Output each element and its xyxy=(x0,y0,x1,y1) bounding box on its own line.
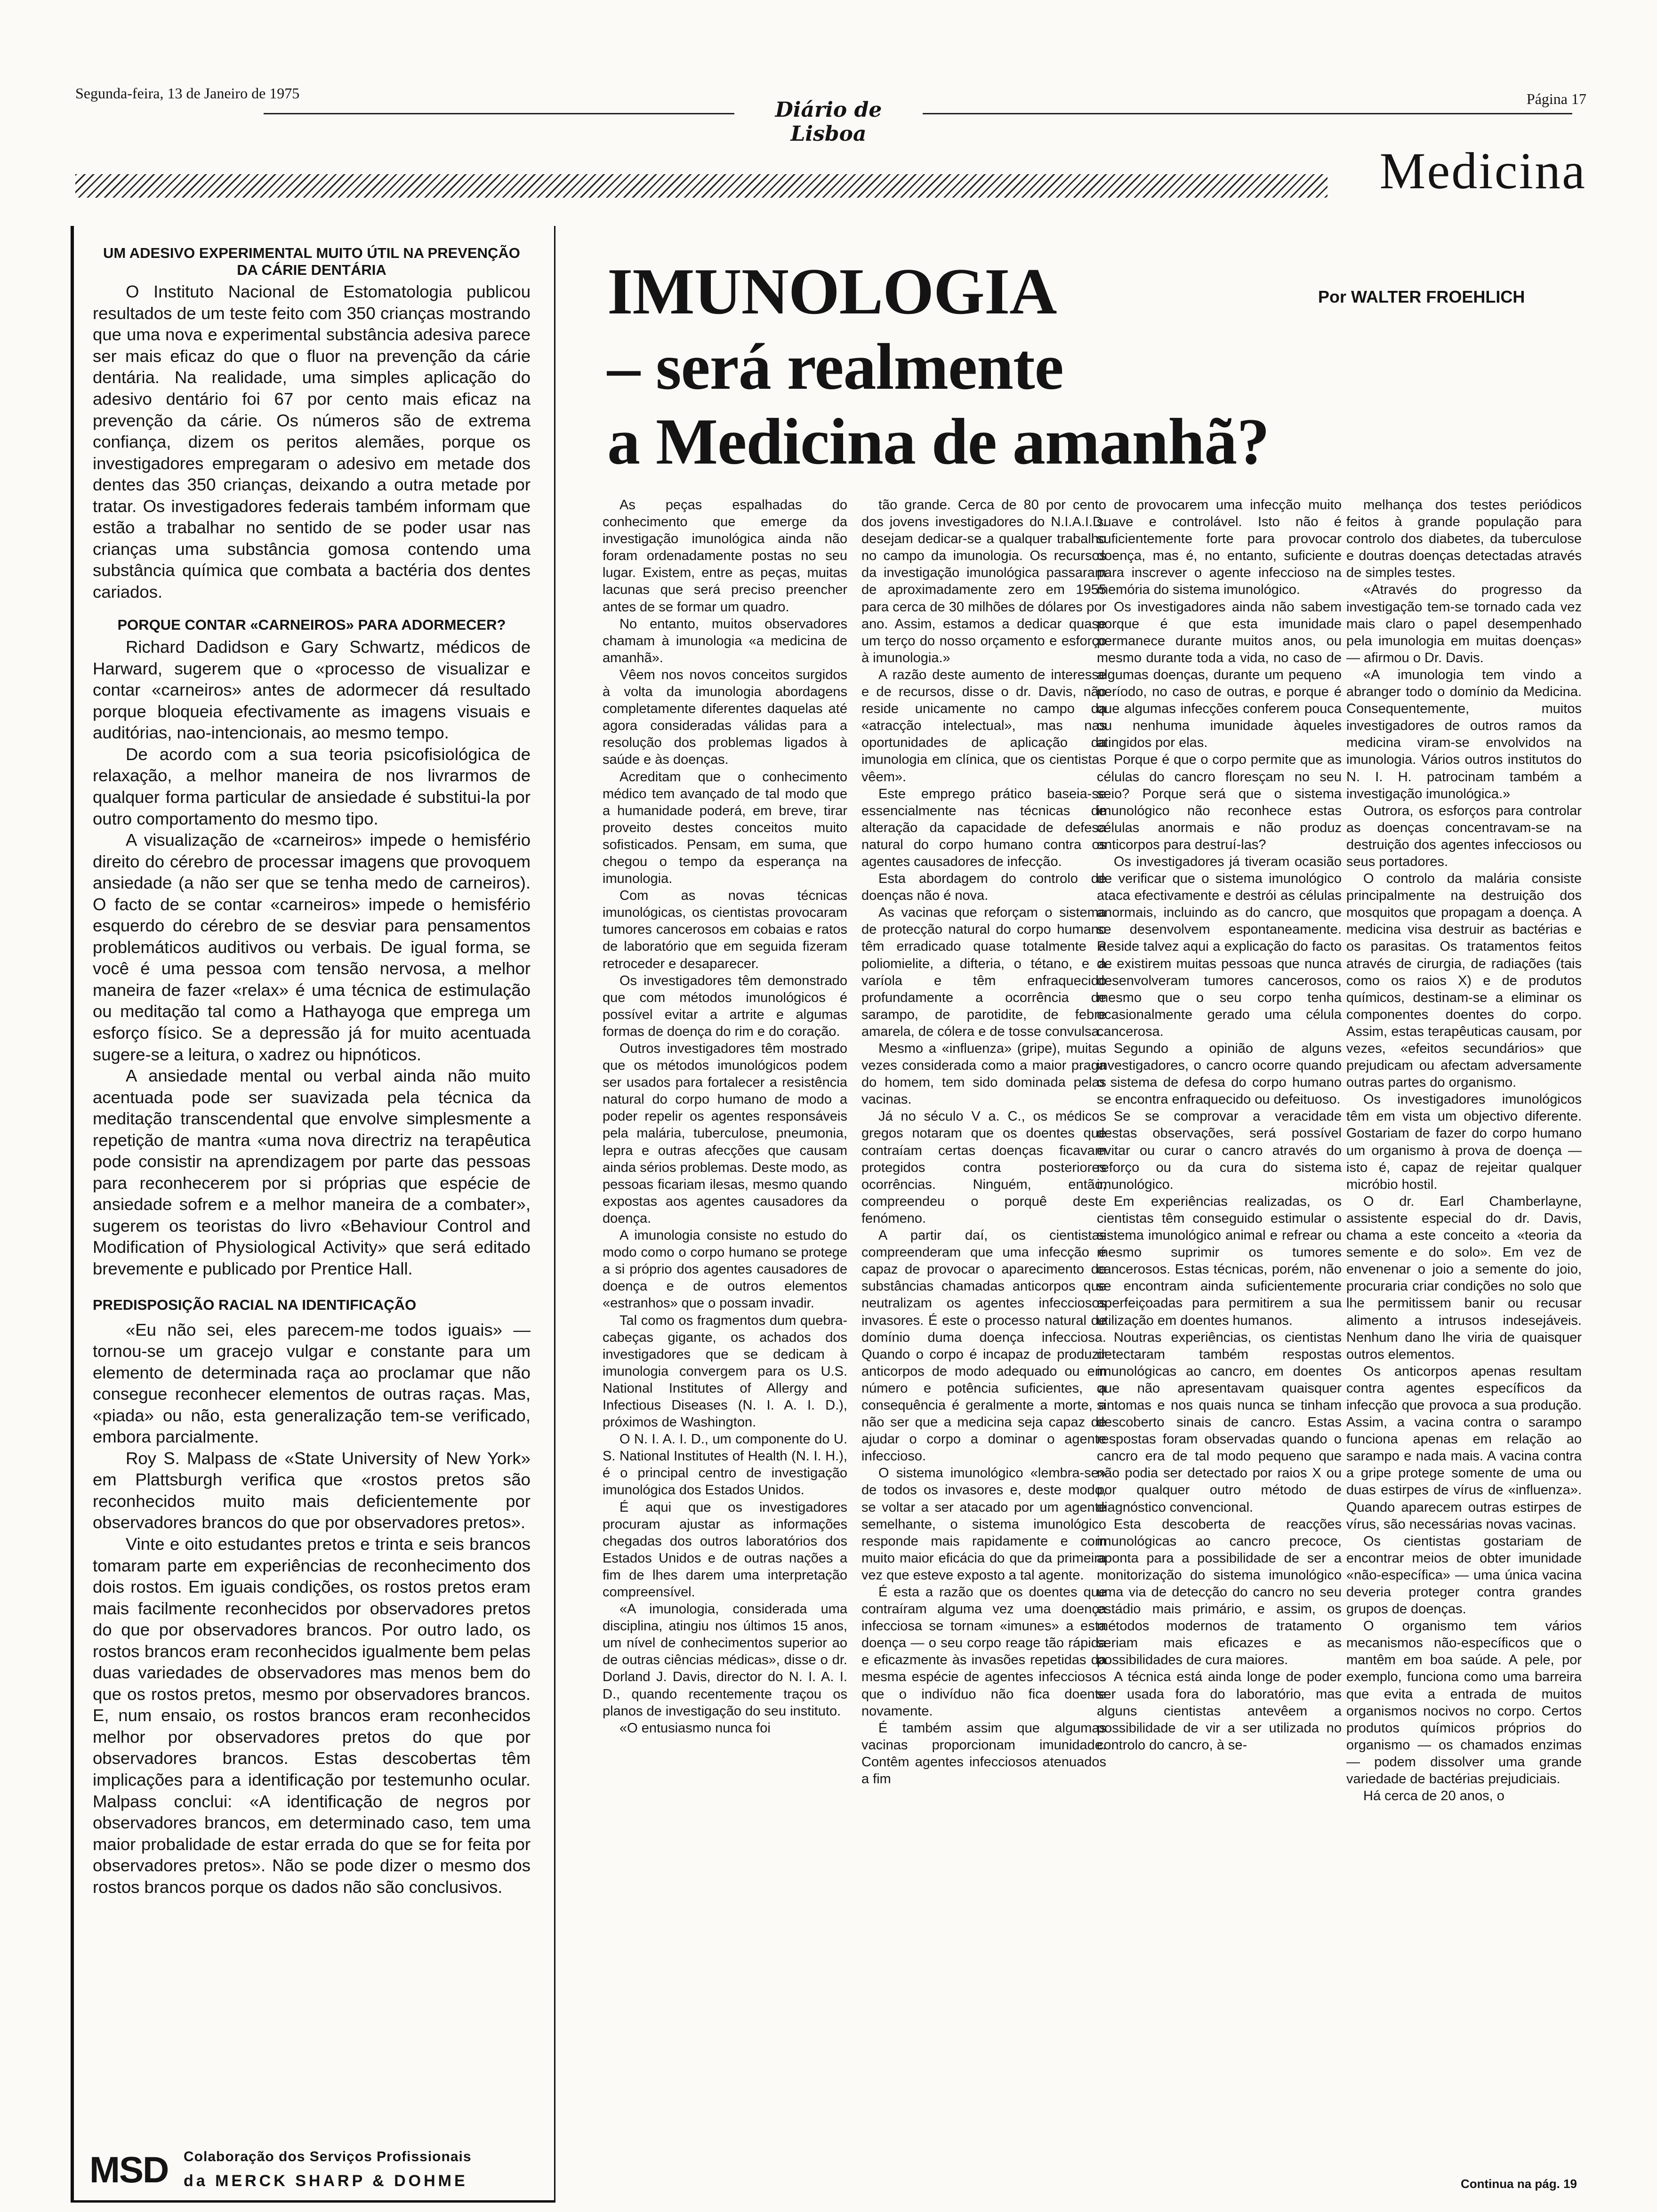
article-paragraph: As peças espalhadas do conhecimento que emerge da investigação imunológica ainda não foram ordenadamente postas no seu lugar. Existem, entre as peças, muitas lacunas que será preciso preencher antes de se formar um quadro. xyxy=(603,497,847,615)
article-paragraph: «Através do progresso da investigação tem-se tornado cada vez mais claro o papel desempenhado pela imunologia em muitas doenças» — afirmou o Dr. Davis. xyxy=(1346,582,1582,665)
article-paragraph: Os cientistas gostariam de encontrar meios de obter imunidade «não-específica» — uma única vacina deveria proteger contra grandes grupos de doenças. xyxy=(1346,1533,1582,1617)
article-paragraph: Os investigadores ainda não sabem porque é que esta imunidade permanece durante muitos anos, ou mesmo durante toda a vida, no caso de algumas doenças, durante um pequeno período, no caso de outras, e porque é que algumas infecções conferem pouca ou nenhuma imunidade àqueles atingidos por elas. xyxy=(1097,599,1342,751)
article-paragraph: Vêem nos novos conceitos surgidos à volta da imunologia abordagens completamente diferentes daquelas até agora consideradas válidas para a resolução dos problemas ligados à saúde e às doenças. xyxy=(603,667,847,768)
article-paragraph: de provocarem uma infecção muito suave e controlável. Isto não é suficientemente forte para provocar doença, mas é, no entanto, suficiente para inscrever o agente infeccioso na memória do sistema imunológico. xyxy=(1097,497,1342,598)
sidebar-paragraph: De acordo com a sua teoria psicofisiológica de relaxação, a melhor maneira de nos livrarmos de qualquer forma particular de ansiedade é substitui-la por outro comportamento do mesmo tipo. xyxy=(93,744,531,828)
article-paragraph: Se se comprovar a veracidade destas observações, será possível evitar ou curar o cancro através do reforço ou da cura do sistema imunológico. xyxy=(1097,1109,1342,1192)
article-paragraph: Segundo a opinião de alguns investigadores, o cancro ocorre quando o sistema de defesa do corpo humano se encontra enfraquecido ou defeituoso. xyxy=(1097,1041,1342,1107)
section-title: Medicina xyxy=(1379,142,1586,200)
article-paragraph: «A imunologia, considerada uma disciplina, atingiu nos últimos 15 anos, um nível de conhecimentos superior ao de outras ciências médicas», disse o dr. Dorland J. Davis, director do N. I. A. I. D., quando recentemente traçou os planos de investigação do seu instituto. xyxy=(603,1602,847,1719)
article-paragraph: O sistema imunológico «lembra-se» de todos os invasores e, deste modo, se voltar a ser atacado por um agente semelhante, o sistema imunológico responde mais rapidamente e com muito maior eficácia do que da primeira vez que esteve exposto a tal agente. xyxy=(861,1466,1106,1583)
sidebar-paragraph: A visualização de «carneiros» impede o hemisfério direito do cérebro de processar imagens que provoquem ansiedade (a não ser que se tenha medo de carneiros). O facto de se contar «carneiros» impede o hemisfério esquerdo do cérebro de se desviar para pensamentos problemáticos auditivos ou verbais. De igual forma, se você é uma pessoa com tensão nervosa, a melhor maneira de fazer «relax» é uma técnica de estimulação ou meditação tal como a Hathayoga que emprega um esforço físico. Se a depressão já for muito acentuada sugere-se a leitura, o xadrez ou hipnóticos. xyxy=(93,830,531,1064)
newspaper-name: Diário de Lisboa xyxy=(734,98,923,146)
article-paragraph: Acreditam que o conhecimento médico tem avançado de tal modo que a humanidade poderá, em breve, tirar proveito destes conceitos muito sofisticados. Pensam, em suma, que chegou o tempo da esperança na imunologia. xyxy=(603,769,847,887)
article-column-1 xyxy=(603,497,847,1737)
article-paragraph: Noutras experiências, os cientistas detectaram também respostas imunológicas ao cancro, em doentes que não apresentavam quaisquer sintomas e nos quais nunca se tinham descoberto sinais de cancro. Estas respostas foram observadas quando o cancro era de tal modo pequeno que não podia ser detectado por raios X ou por qualquer outro método de diagnóstico convencional. xyxy=(1097,1330,1342,1515)
article-paragraph: Já no século V a. C., os médicos gregos notaram que os doentes que contraíam certas doenças ficavam protegidos contra posteriores ocorrências. Ninguém, então, compreendeu o porquê deste fenómeno. xyxy=(861,1109,1106,1226)
article-paragraph: Os investigadores já tiveram ocasião de verificar que o sistema imunológico ataca efectivamente e destrói as células anormais, incluindo as do cancro, que se desenvolvem espontaneamente. Reside talvez aqui a explicação do facto de existirem muitas pessoas que nunca desenvolveram tumores cancerosos, mesmo que o seu corpo tenha ocasionalmente gerado uma célula cancerosa. xyxy=(1097,854,1342,1039)
article-column-2 xyxy=(861,497,1106,1787)
article-paragraph: A técnica está ainda longe de poder ser usada fora do laboratório, mas alguns cientistas antevêem a possibilidade de vir a ser utilizada no controlo do cancro, à se- xyxy=(1097,1669,1342,1753)
sidebar-headline-adhesive: UM ADESIVO EXPERIMENTAL MUITO ÚTIL NA PREVENÇÃO DA CÁRIE DENTÁRIA xyxy=(103,245,520,278)
sidebar-column xyxy=(71,226,555,2203)
sidebar-headline-sheep: PORQUE CONTAR «CARNEIROS» PARA ADORMECER? xyxy=(117,617,506,633)
sidebar-headline-racial: PREDISPOSIÇÃO RACIAL NA IDENTIFICAÇÃO xyxy=(93,1296,417,1313)
article-paragraph: É esta a razão que os doentes que contraíram alguma vez uma doença infecciosa se tornam «imunes» a esta doença — o seu corpo reage tão rápida e eficazmente às invasões repetidas da mesma espécie de agentes infecciosos que o indivíduo não fica doente novamente. xyxy=(861,1585,1106,1719)
article-paragraph: «A imunologia tem vindo a abranger todo o domínio da Medicina. Consequentemente, muitos investigadores de outros ramos da medicina viram-se envolvidos na imunologia. Vários outros institutos do N. I. H. patrocinam também a investigação imunológica.» xyxy=(1346,667,1582,801)
section-stripe xyxy=(75,174,1327,198)
article-paragraph: Os anticorpos apenas resultam contra agentes específicos da infecção que provoca a sua produção. Assim, a vacina contra o sarampo funciona apenas em relação ao sarampo e nada mais. A vacina contra a gripe protege somente de uma ou duas estirpes de vírus de «influenza». Quando aparecem outras estirpes de vírus, são necessárias novas vacinas. xyxy=(1346,1363,1582,1532)
article-headline xyxy=(607,254,1313,480)
issue-date: Segunda-feira, 13 de Janeiro de 1975 xyxy=(75,85,300,102)
page-number: Página 17 xyxy=(1522,90,1586,108)
sidebar-paragraph: Roy S. Malpass de «State University of New York» em Plattsburgh verifica que «rostos pretos são reconhecidos muito mais deficientemente por observadores brancos do que por observadores pretos». xyxy=(93,1448,531,1532)
article-paragraph: Mesmo a «influenza» (gripe), muitas vezes considerada como a maior praga do homem, tem sido dominada pelas vacinas. xyxy=(861,1041,1106,1107)
article-paragraph: O N. I. A. I. D., um componente do U. S. National Institutes of Health (N. I. H.), é o principal centro de investigação imunológica dos Estados Unidos. xyxy=(603,1432,847,1498)
article-paragraph: O dr. Earl Chamberlayne, assistente especial do dr. Davis, chama a este conceito a «teoria da semente e do solo». Em vez de envenenar o joio a semente do joio, procuraria criar condições no solo que lhe permitissem banir ou recusar alimento a intrusos indesejáveis. Nenhum dano lhe viria de quaisquer outros elementos. xyxy=(1346,1194,1582,1362)
article-paragraph: O organismo tem vários mecanismos não-específicos que o mantêm em boa saúde. A pele, por exemplo, funciona como uma barreira que evita a entrada de muitos organismos nocivos no corpo. Certos produtos químicos próprios do organismo — os chamados enzimas — podem dissolver uma grande variedade de bactérias prejudiciais. xyxy=(1346,1619,1582,1787)
article-paragraph: Os investigadores imunológicos têm em vista um objectivo diferente. Gostariam de fazer do corpo humano um organismo à prova de doença — isto é, capaz de rejeitar qualquer micróbio hostil. xyxy=(1346,1092,1582,1192)
article-paragraph: Há cerca de 20 anos, o xyxy=(1363,1788,1504,1804)
article-paragraph: A partir daí, os cientistas compreenderam que uma infecção é capaz de provocar o aparecimento de substâncias chamadas anticorpos que neutralizam os agentes infecciosos invasores. É este o processo natural de domínio duma doença infecciosa. Quando o corpo é incapaz de produzir anticorpos de modo adequado ou em número e potência suficientes, a consequência é geralmente a morte, a não ser que a medicina seja capaz de ajudar o corpo a dominar o agente infeccioso. xyxy=(861,1228,1106,1464)
sponsor-line-2: da MERCK SHARP & DOHME xyxy=(184,2172,468,2190)
article-paragraph: Este emprego prático baseia-se essencialmente nas técnicas de alteração da capacidade de defesa natural do corpo humano contra os agentes causadores de infecção. xyxy=(861,786,1106,869)
article-paragraph: No entanto, muitos observadores chamam à imunologia «a medicina de amanhã». xyxy=(603,616,847,665)
article-paragraph: «O entusiasmo nunca foi xyxy=(619,1720,771,1736)
headline-line: – será realmente xyxy=(607,330,1063,403)
article-paragraph: É também assim que algumas vacinas proporcionam imunidade. Contêm agentes infecciosos atenuados a fim xyxy=(861,1720,1106,1787)
article-column-3 xyxy=(1097,497,1342,1754)
article-paragraph: As vacinas que reforçam o sistema de protecção natural do corpo humano têm erradicado quase totalmente a poliomielite, a difteria, o tétano, e a varíola e têm enfraquecido profundamente a ocorrência de sarampo, de parotidite, de febre amarela, de cólera e de tosse convulsa. xyxy=(861,905,1106,1039)
article-paragraph: Com as novas técnicas imunológicas, os cientistas provocaram tumores cancerosos em cobaias e ratos de laboratório que em seguida fizeram retroceder e desaparecer. xyxy=(603,888,847,971)
article-paragraph: Os investigadores têm demonstrado que com métodos imunológicos é possível evitar a artrite e algumas formas de doença do rim e do coração. xyxy=(603,973,847,1039)
article-paragraph: A imunologia consiste no estudo do modo como o corpo humano se protege a si próprio dos agentes causadores de doença e de outros elementos «estranhos» que o possam invadir. xyxy=(603,1228,847,1311)
article-paragraph: Esta abordagem do controlo de doenças não é nova. xyxy=(861,871,1106,904)
continued-note: Continua na pág. 19 xyxy=(1460,2177,1577,2191)
article-paragraph: Em experiências realizadas, os cientistas têm conseguido estimular o sistema imunológico animal e refrear ou mesmo suprimir os tumores cancerosos. Estas técnicas, porém, não se encontram ainda suficientemente aperfeiçoadas para permitirem a sua utilização em doentes humanos. xyxy=(1097,1194,1342,1328)
sidebar-paragraph: Vinte e oito estudantes pretos e trinta e seis brancos tomaram parte em experiências de reconhecimento dos dois rostos. Em iguais condições, os rostos pretos eram mais facilmente reconhecidos por observadores pretos do que por observadores brancos. Por outro lado, os rostos brancos eram reconhecidos igualmente bem pelas duas variedades de observadores mas menos bem do que os rostos pretos, mesmo por observadores brancos. E, num ensaio, os rostos brancos eram reconhecidos melhor por observadores pretos do que por observadores brancos. Estas descobertas têm implicações para a identificação por testemunho ocular. Malpass conclui: «A identificação de negros por observadores brancos, em determinado caso, tem uma maior probalidade de estar errada do que se for feita por observadores pretos». Não se pode dizer o mesmo dos rostos brancos porque os dados não são conclusivos. xyxy=(93,1534,531,1897)
article-paragraph: tão grande. Cerca de 80 por cento dos jovens investigadores do N.I.A.I.D. desejam dedicar-se a qualquer trabalho no campo da imunologia. Os recursos da investigação imunológica passaram de aproximadamente zero em 1955 para cerca de 30 milhões de dólares por ano. Assim, estamos a dedicar quase um terço do nosso orçamento e esforço à imunologia.» xyxy=(861,497,1106,665)
article-paragraph: Outrora, os esforços para controlar as doenças concentravam-se na destruição dos agentes infecciosos ou seus portadores. xyxy=(1346,803,1582,869)
article-paragraph: melhança dos testes periódicos feitos à grande população para controlo dos diabetes, da tuberculose e doutras doenças detectadas através de simples testes. xyxy=(1346,497,1582,581)
sponsor-line-1: Colaboração dos Serviços Profissionais xyxy=(184,2149,472,2164)
article-paragraph: A razão deste aumento de interesse e de recursos, disse o dr. Davis, não reside unicamente no campo da «atracção intelectual», mas nas oportunidades de aplicação da imunologia em clínica, que os cientistas vêem». xyxy=(861,667,1106,785)
article-paragraph: Esta descoberta de reacções imunológicas ao cancro precoce, aponta para a possibilidade de ser a monitorização do sistema imunológico uma via de detecção do cancro no seu estádio mais primário, e assim, os métodos modernos de tratamento seriam mais eficazes e as possibilidades de cura maiores. xyxy=(1097,1516,1342,1668)
sidebar-paragraph: O Instituto Nacional de Estomatologia publicou resultados de um teste feito com 350 crianças mostrando que uma nova e experimental substância adesiva parece ser mais eficaz do que o fluor na prevenção da cárie dentária. Na realidade, uma simples aplicação do adesivo dentário foi 67 por cento mais eficaz na prevenção da cárie. Os números são de extrema confiança, dizem os peritos alemães, porque os investigadores empregaram o adesivo em metade dos dentes das 350 crianças, deixando a outra metade por tratar. Os investigadores federais também informam que estão a trabalhar no sentido de se poder usar nas crianças uma substância gomosa contendo uma substância química que combata a bactéria dos dentes cariados. xyxy=(93,282,531,601)
sidebar-paragraph: Richard Dadidson e Gary Schwartz, médicos de Harward, sugerem que o «processo de visualizar e contar «carneiros» antes de adormecer dá resultado porque bloqueia efectivamente as imagens visuais e auditórias, nao-intencionais, ao mesmo tempo. xyxy=(93,637,531,743)
article-column-4 xyxy=(1346,497,1582,1804)
article-paragraph: É aqui que os investigadores procuram ajustar as informações chegadas dos outros laboratórios dos Estados Unidos e de outras nações a fim de lhes darem uma interpretação compreensível. xyxy=(603,1499,847,1600)
headline-line: IMUNOLOGIA xyxy=(607,255,1057,328)
article-paragraph: Tal como os fragmentos dum quebra-cabeças gigante, os achados dos investigadores que se dedicam à imunologia convergem para os U.S. National Institutes of Allergy and Infectious Diseases (N. I. A. I. D.), próximos de Washington. xyxy=(603,1313,847,1430)
headline-line: a Medicina de amanhã? xyxy=(607,405,1270,479)
sidebar-paragraph: «Eu não sei, eles parecem-me todos iguais» — tornou-se um gracejo vulgar e constante para um elemento de determinada raça ao proclamar que não consegue reconhecer elementos de outras raças. Mas, «piada» ou não, esta generalização tem-se verificado, embora parcialmente. xyxy=(93,1320,531,1447)
msd-logo: MSD xyxy=(89,2149,169,2190)
article-paragraph: Outros investigadores têm mostrado que os métodos imunológicos podem ser usados para fortalecer a resistência natural do corpo humano de modo a poder repelir os agentes responsáveis pela malária, tuberculose, pneumonia, lepra e outras afecções que causam ainda sérios problemas. Deste modo, as pessoas ficariam ilesas, mesmo quando expostas aos agentes causadores da doença. xyxy=(603,1041,847,1226)
article-paragraph: O controlo da malária consiste principalmente na destruição dos mosquitos que propagam a doença. A medicina visa destruir as bactérias e os parasitas. Os tratamentos feitos através de cirurgia, de radiações (tais como os raios X) e de produtos químicos, destinam-se a eliminar os componentes doentes do corpo. Assim, estas terapêuticas causam, por vezes, «efeitos secundários» que prejudicam ou afectam adversamente outras partes do organismo. xyxy=(1346,871,1582,1090)
sidebar-paragraph: A ansiedade mental ou verbal ainda não muito acentuada pode ser suavizada pela técnica da meditação transcendental que envolve simplesmente a repetição de mantra «uma nova directriz na terapêutica pode consistir na aprendizagem por parte das pessoas para reconhecerem por si próprias que espécie de ansiedade sofrem e a melhor maneira de a combater», sugerem os teoristas do livro «Behaviour Control and Modification of Physiological Activity» que será editado brevemente e publicado por Prentice Hall. xyxy=(93,1066,531,1278)
article-paragraph: Porque é que o corpo permite que as células do cancro floresçam no seu seio? Porque será que o sistema imunológico não reconhece estas células anormais e não produz anticorpos para destruí-las? xyxy=(1097,752,1342,852)
byline: Por WALTER FROEHLICH xyxy=(1318,287,1525,306)
